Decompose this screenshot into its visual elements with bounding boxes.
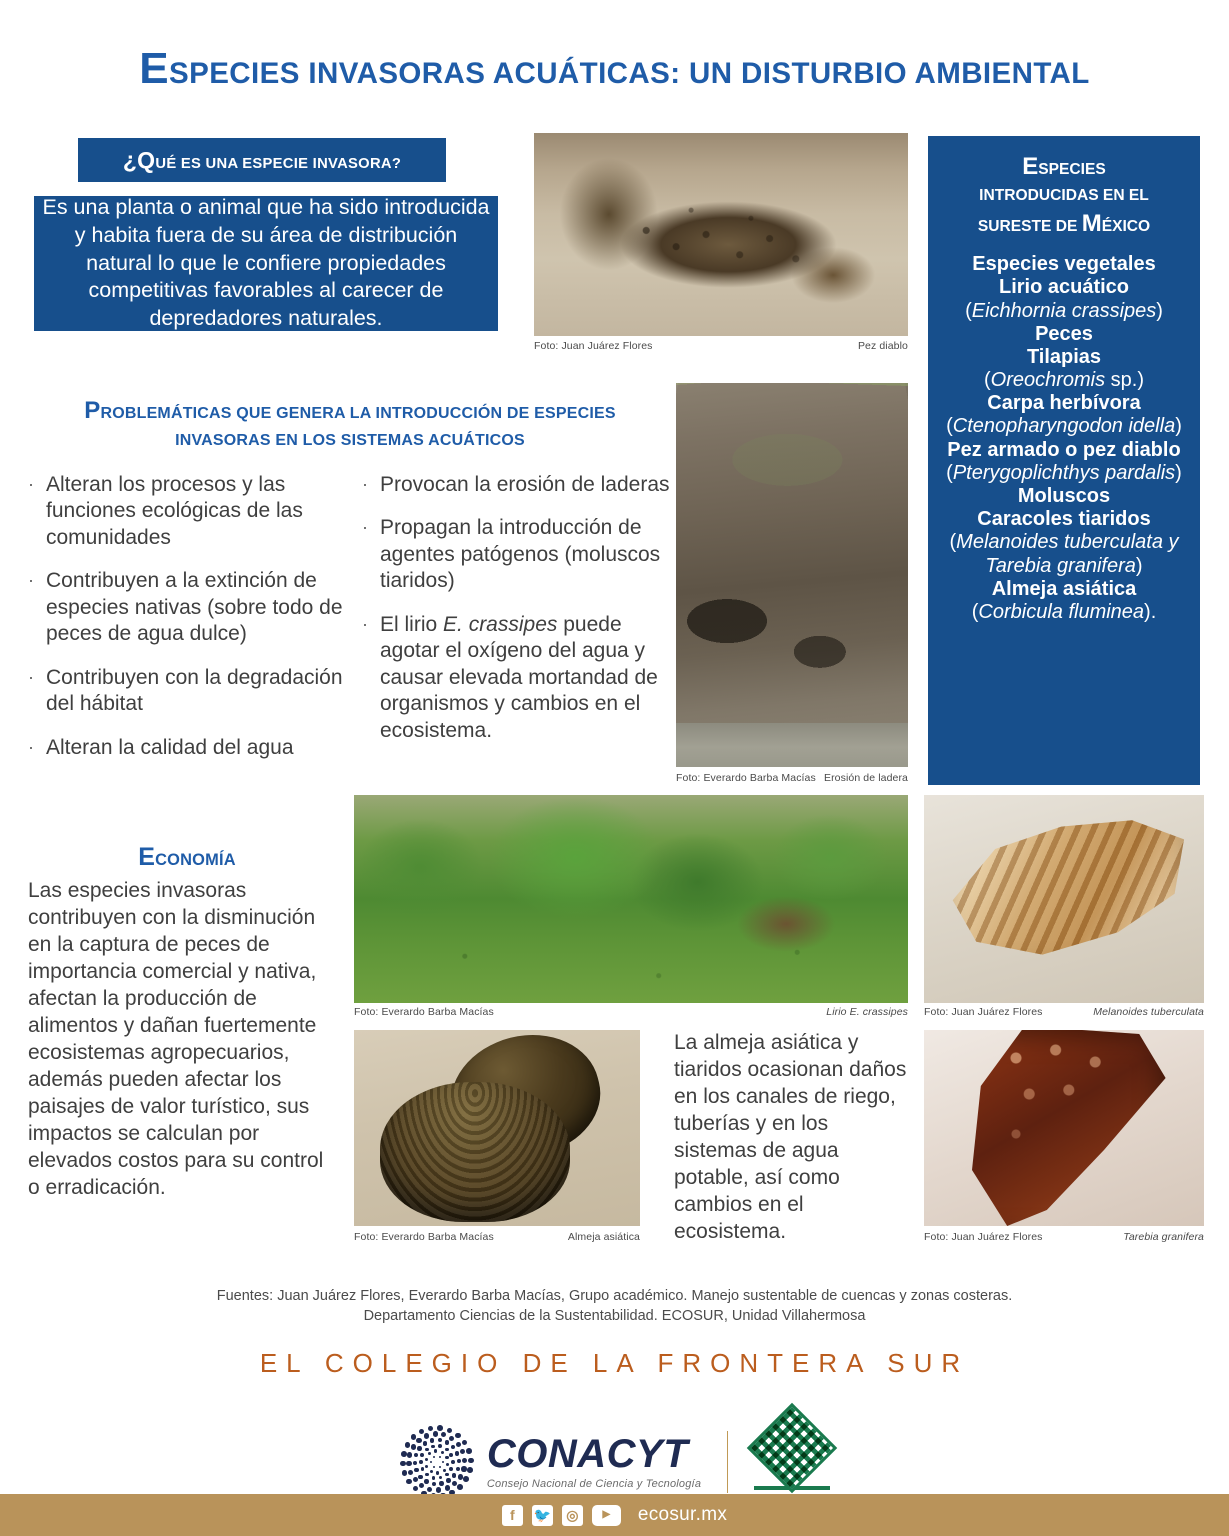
page-title-rest: SPECIES INVASORAS ACUÁTICAS: UN DISTURBIO AMBIENTAL bbox=[169, 57, 1090, 90]
conacyt-logo bbox=[399, 1424, 701, 1500]
economia-heading-lead: E bbox=[138, 843, 156, 871]
conacyt-text bbox=[487, 1434, 701, 1490]
bullet-dot-icon: · bbox=[28, 666, 34, 687]
species-box-heading bbox=[936, 150, 1192, 242]
bullet-dot-icon: · bbox=[28, 570, 34, 591]
caption-almeja-asiatica bbox=[354, 1231, 640, 1243]
caption-melanoides bbox=[924, 1006, 1204, 1018]
species-scientific-name: (Ctenopharyngodon idella) bbox=[946, 415, 1182, 438]
bullet-dot-icon: · bbox=[362, 613, 368, 634]
bullet-dot-icon: · bbox=[362, 474, 368, 494]
photo-almeja-ridges bbox=[380, 1082, 570, 1222]
page-title-lead: E bbox=[139, 44, 170, 93]
question-banner bbox=[78, 138, 446, 182]
bullet-dot-icon: · bbox=[28, 736, 34, 757]
caption-credit: Foto: Everardo Barba Macías bbox=[354, 1231, 494, 1243]
species-scientific-name: (Corbicula fluminea). bbox=[971, 600, 1157, 623]
footer-bar bbox=[0, 1494, 1229, 1536]
ecosur-wordmark: EL COLEGIO DE LA FRONTERA SUR bbox=[259, 1348, 970, 1378]
photo-lirio-carpet bbox=[354, 925, 908, 1003]
bullet-text: Contribuyen con la degradación del hábitat bbox=[46, 665, 343, 716]
problematicas-heading-lead: P bbox=[84, 397, 101, 424]
species-common-name: Almeja asiática bbox=[991, 577, 1137, 600]
species-scientific-name: (Pterygoplichthys pardalis) bbox=[946, 461, 1182, 484]
bullet-dot-icon: · bbox=[28, 474, 34, 494]
facebook-icon[interactable]: f bbox=[502, 1505, 523, 1526]
photo-melanoides bbox=[924, 795, 1204, 1003]
caption-erosion-ladera bbox=[676, 772, 908, 784]
caption-credit: Foto: Everardo Barba Macías bbox=[354, 1006, 494, 1018]
bullet-item bbox=[362, 472, 672, 498]
problematicas-bullets-left bbox=[28, 472, 348, 778]
problematicas-heading-line1: ROBLEMÁTICAS QUE GENERA LA INTRODUCCIÓN DE ESPECIES bbox=[100, 405, 616, 422]
economia-body-text: Las especies invasoras contribuyen con la disminución en la captura de peces de importancia comercial y nativa, afectan la producción de alimentos y dañan fuertemente ecosistemas agropecuarios, además pueden afectar los paisajes de valor turístico, sus impactos se calculan por elevados costos para su control o erradicación. bbox=[28, 879, 324, 1199]
problematicas-heading bbox=[32, 392, 668, 454]
species-common-name: Tilapias bbox=[1026, 345, 1102, 368]
sources-line-2: Departamento Ciencias de la Sustentabilidad. ECOSUR, Unidad Villahermosa bbox=[363, 1308, 866, 1324]
species-heading-lead: E bbox=[1022, 153, 1039, 180]
introduced-species-box bbox=[928, 136, 1200, 785]
question-banner-lead: ¿Q bbox=[122, 146, 156, 173]
conacyt-subtitle: Consejo Nacional de Ciencia y Tecnología bbox=[486, 1478, 702, 1490]
bullet-text: El lirio E. crassipes puede agotar el oxígeno del agua y causar elevada mortandad de organismos y cambios en el ecosistema. bbox=[380, 612, 658, 742]
website-link[interactable]: ecosur.mx bbox=[637, 1504, 728, 1525]
species-group-heading: Especies vegetales bbox=[972, 253, 1156, 276]
species-heading-line3-pre: SURESTE DE bbox=[977, 218, 1082, 236]
logo-divider bbox=[727, 1431, 728, 1493]
bullet-text: Provocan la erosión de laderas bbox=[380, 473, 670, 496]
conacyt-name: CONACYT bbox=[486, 1432, 689, 1476]
species-heading-line3-rest: ÉXICO bbox=[1101, 218, 1151, 236]
caption-credit: Foto: Juan Juárez Flores bbox=[924, 1231, 1043, 1243]
problematicas-heading-line2: INVASORAS EN LOS SISTEMAS ACUÁTICOS bbox=[175, 432, 525, 450]
bullet-text: Alteran la calidad del agua bbox=[46, 735, 294, 759]
photo-pez-diablo-texture bbox=[534, 133, 908, 336]
species-heading-word: SPECIES bbox=[1038, 161, 1106, 178]
species-common-name: Pez armado o pez diablo bbox=[947, 438, 1181, 461]
species-group-heading: Peces bbox=[1035, 322, 1093, 345]
photo-pez-diablo bbox=[534, 133, 908, 336]
caption-credit: Foto: Juan Juárez Flores bbox=[924, 1006, 1043, 1018]
caption-lirio bbox=[354, 1006, 908, 1018]
conacyt-dots-icon bbox=[399, 1424, 475, 1500]
species-box-spacer bbox=[936, 242, 1192, 253]
bullet-item bbox=[28, 665, 348, 718]
bullet-text: Propagan la introducción de agentes patógenos (moluscos tiaridos) bbox=[380, 516, 661, 593]
bullet-item bbox=[28, 735, 348, 761]
photo-erosion-ladera bbox=[676, 383, 908, 767]
species-scientific-name: (Eichhornia crassipes) bbox=[965, 299, 1163, 322]
economia-heading bbox=[28, 843, 346, 872]
problematicas-bullets-right bbox=[362, 472, 672, 761]
photo-erosion-water bbox=[676, 723, 908, 767]
species-scientific-name: (Melanoides tuberculata y Tarebia granifera) bbox=[949, 531, 1179, 577]
question-answer-text: Es una planta o animal que ha sido introducida y habita fuera de su área de distribución natural lo que le confiere propiedades competitivas favorables al carecer de depredadores naturales. bbox=[42, 194, 490, 331]
economia-heading-rest: CONOMÍA bbox=[155, 851, 236, 869]
caption-pez-diablo bbox=[534, 340, 908, 352]
species-scientific-name: (Oreochromis sp.) bbox=[983, 369, 1145, 392]
bullet-item bbox=[28, 568, 348, 647]
ecosur-diamond-icon bbox=[747, 1402, 838, 1493]
species-list bbox=[936, 253, 1192, 624]
question-banner-rest: UÉ ES UNA ESPECIE INVASORA? bbox=[155, 155, 402, 172]
species-common-name: Caracoles tiaridos bbox=[977, 508, 1151, 531]
twitter-icon[interactable]: 🐦 bbox=[532, 1505, 553, 1526]
caption-label: Pez diablo bbox=[857, 340, 908, 352]
species-heading-line2: INTRODUCIDAS EN EL bbox=[979, 186, 1149, 204]
caption-label: Lirio E. crassipes bbox=[826, 1006, 908, 1018]
species-heading-line3-lead: M bbox=[1081, 210, 1102, 238]
photo-almeja-asiatica bbox=[354, 1030, 640, 1226]
youtube-icon[interactable]: ▶ bbox=[592, 1505, 621, 1526]
bullet-item bbox=[28, 472, 348, 551]
caption-label: Tarebia granifera bbox=[1123, 1231, 1204, 1243]
caption-credit: Foto: Everardo Barba Macías bbox=[676, 772, 816, 784]
sources-block bbox=[0, 1286, 1229, 1326]
sources-line-1: Fuentes: Juan Juárez Flores, Everardo Barba Macías, Grupo académico. Manejo sustentable de cuencas y zonas costeras. bbox=[216, 1288, 1013, 1304]
caption-label: Almeja asiática bbox=[567, 1231, 640, 1243]
caption-tarebia bbox=[924, 1231, 1204, 1243]
species-group-heading: Moluscos bbox=[1017, 485, 1111, 508]
caption-label: Erosión de ladera bbox=[823, 772, 908, 784]
page-title bbox=[0, 44, 1229, 94]
species-common-name: Lirio acuático bbox=[998, 276, 1130, 299]
instagram-icon[interactable]: ◎ bbox=[562, 1505, 583, 1526]
caption-credit: Foto: Juan Juárez Flores bbox=[534, 340, 653, 352]
bullet-text: Contribuyen a la extinción de especies nativas (sobre todo de peces de agua dulce) bbox=[46, 569, 343, 646]
photo-lirio-aerial bbox=[354, 795, 908, 1003]
species-common-name: Carpa herbívora bbox=[987, 392, 1141, 415]
bullet-item bbox=[362, 515, 672, 594]
question-answer-box bbox=[34, 196, 498, 331]
caption-label: Melanoides tuberculata bbox=[1093, 1006, 1204, 1018]
bullet-text: Alteran los procesos y las funciones ecológicas de las comunidades bbox=[46, 473, 303, 549]
bullet-dot-icon: · bbox=[362, 517, 368, 538]
photo-erosion-grass bbox=[676, 383, 908, 503]
almeja-description-text: La almeja asiática y tiaridos ocasionan daños en los canales de riego, tuberías y en los sistemas de agua potable, así como cambios en el ecosistema. bbox=[674, 1031, 907, 1243]
photo-tarebia bbox=[924, 1030, 1204, 1226]
bullet-item bbox=[362, 612, 672, 744]
